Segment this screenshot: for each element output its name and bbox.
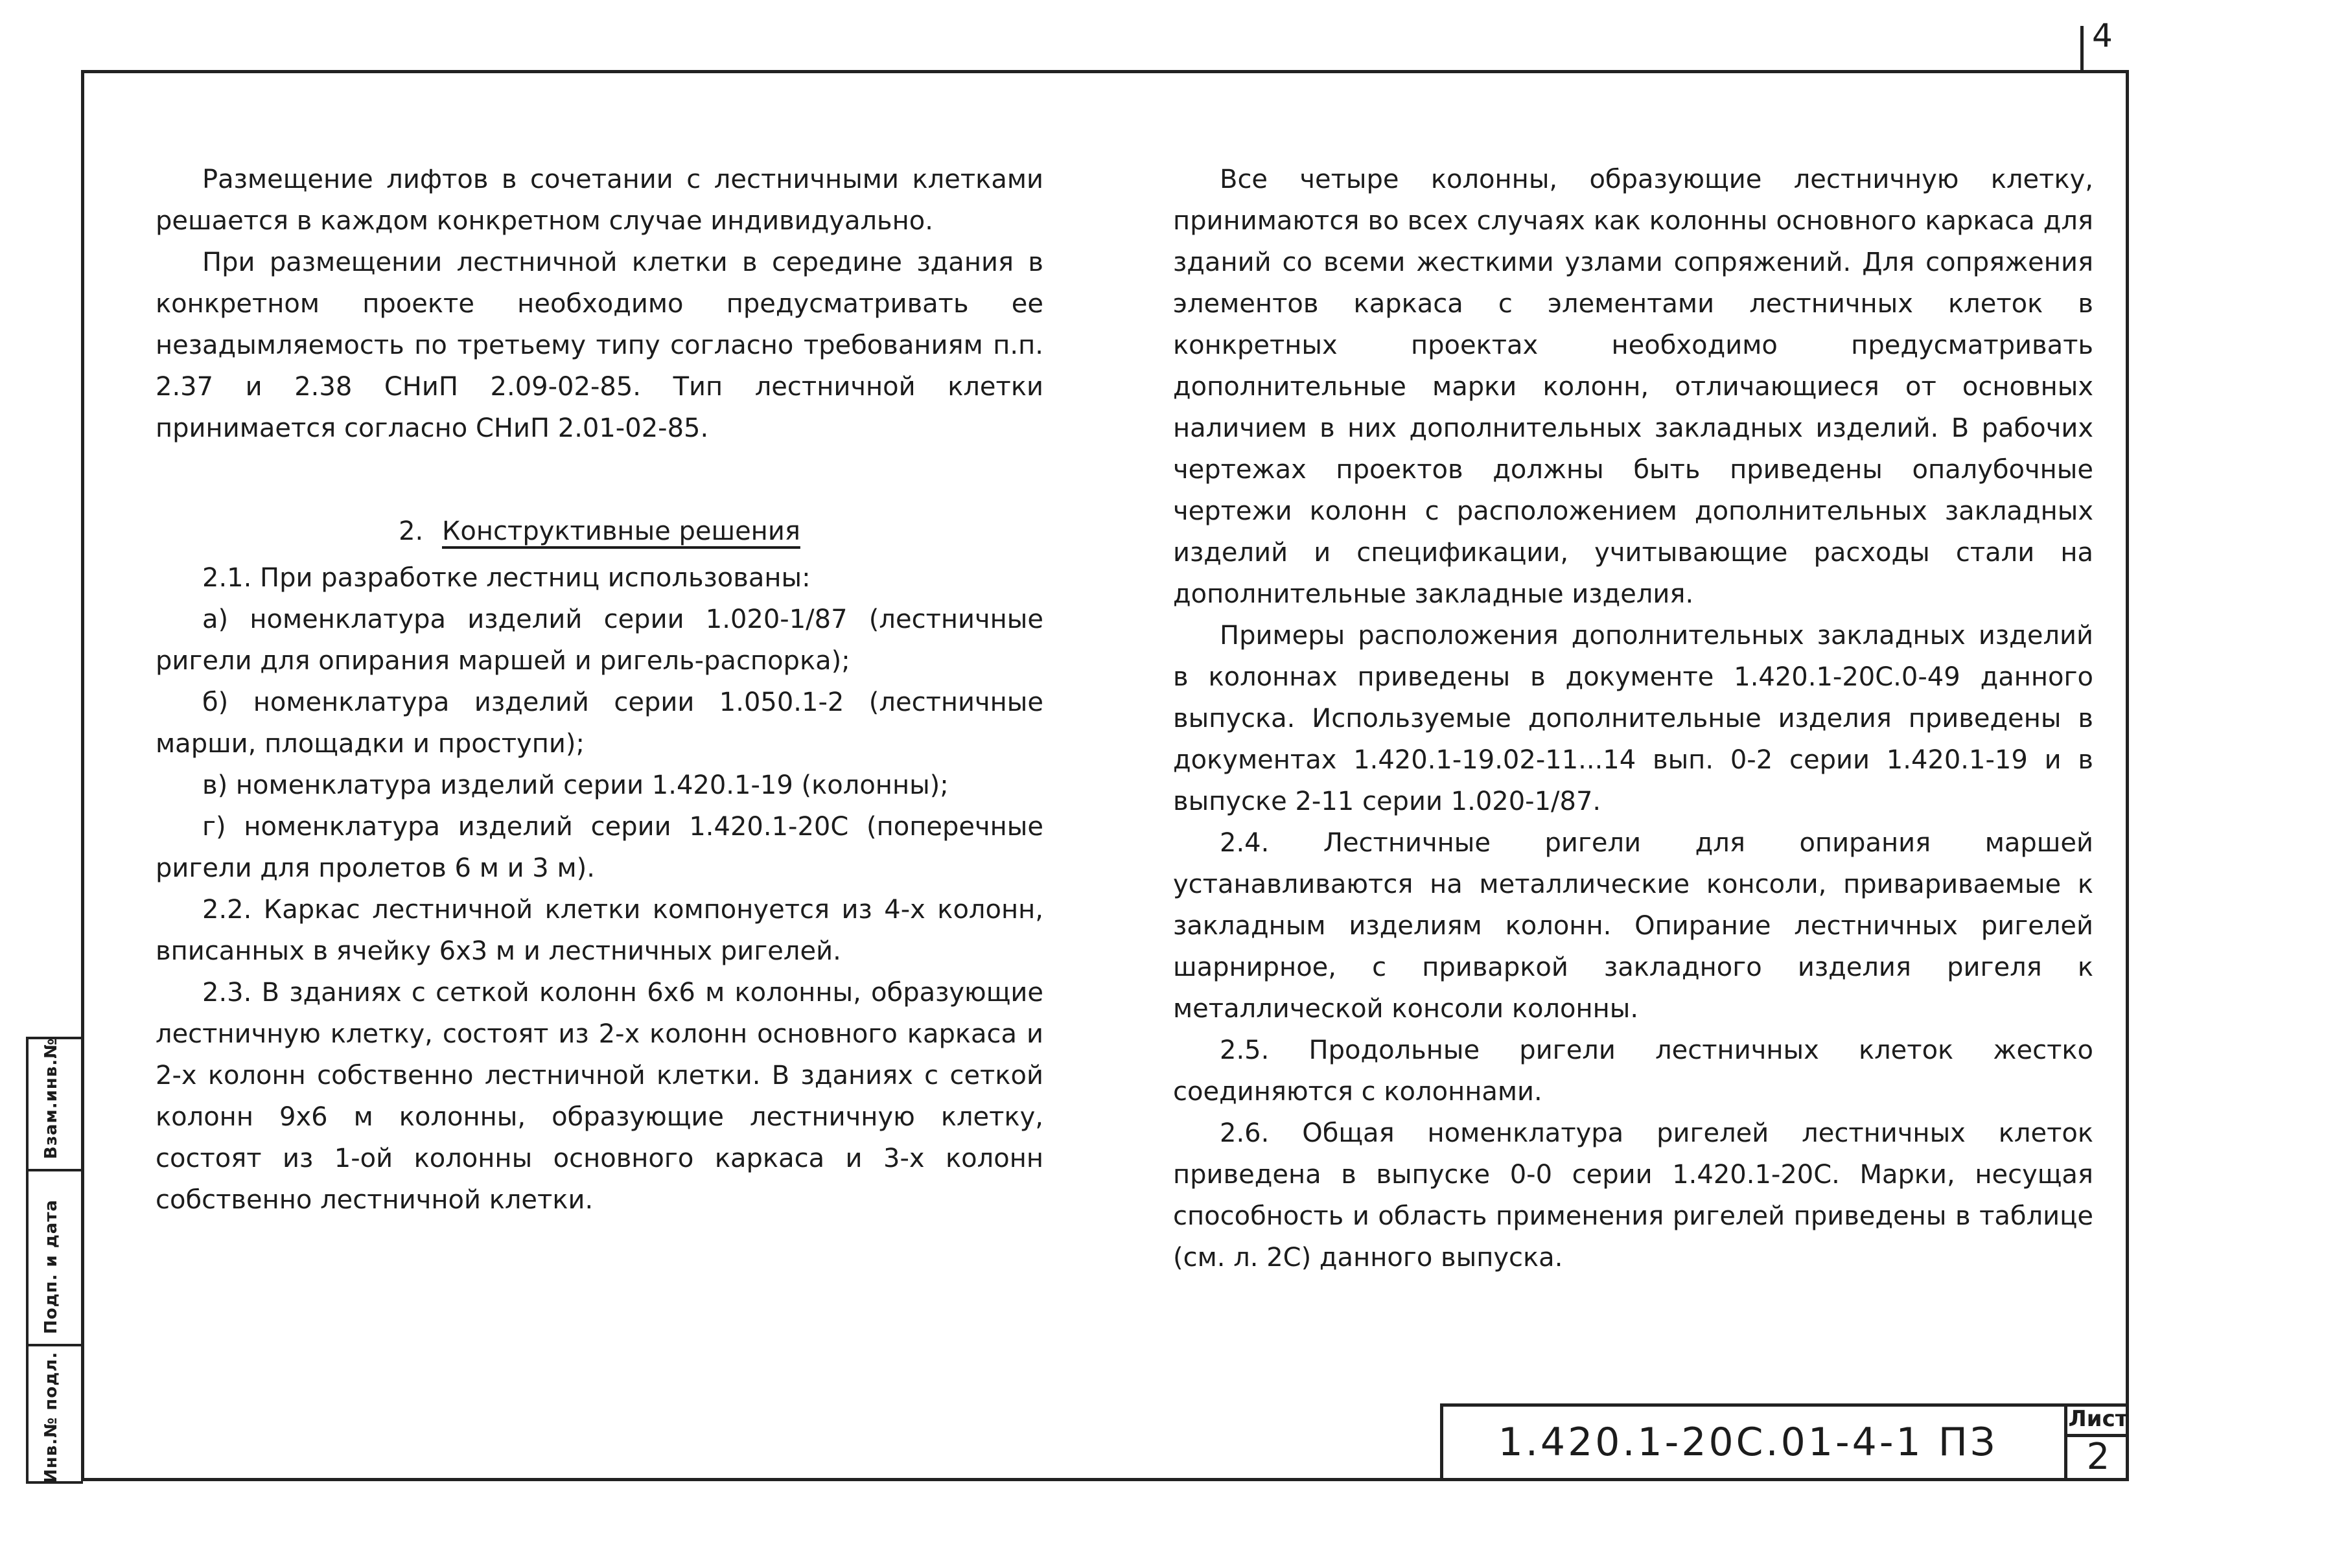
paragraph-elevators: Размещение лифтов в сочетании с лестничными клетками решается в каждом конкретном случае индивидуально. — [156, 165, 1043, 236]
left-text-column — [156, 159, 1043, 1221]
paragraph-columns: Все четыре колонны, образующие лестничную клетку, принимаются во всех случаях как колонны основного каркаса для зданий со всеми жесткими узлами сопряжений. Для сопряжения элементов каркаса с элементами лестничных клеток в конкретных проектах необходимо предусматривать дополнительные марки колонн, отличающиеся от основных наличием в них дополнительных закладных изделий. В рабочих чертежах проектов должны быть приведены опалубочные чертежи колонн с расположением дополнительных закладных изделий и спецификации, учитывающие расходы стали на дополнительные закладные изделия. — [1173, 165, 2093, 609]
stamp-divider — [29, 1344, 83, 1346]
stamp-podp-data: Подп. и дата — [41, 1199, 61, 1334]
paragraph-examples: Примеры расположения дополнительных закладных изделий в колоннах приведены в документе 1.420.1-20С.0-49 данного выпуска. Используемые дополнительные изделия приведены в документах 1.420.1-19.02-11...14 вып. 0-2 серии 1.420.1-19 и в выпуске 2-11 серии 1.020-1/87. — [1173, 621, 2093, 816]
sheet-number: 2 — [2086, 1436, 2110, 1478]
paragraph-2-5: 2.5. Продольные ригели лестничных клеток жестко соединяются с колоннами. — [1173, 1035, 2093, 1107]
paragraph-stair-placement: При размещении лестничной клетки в середине здания в конкретном проекте необходимо предусматривать ее незадымляемость по третьему типу согласно требованиям п.п. 2.37 и 2.38 СНиП 2.09-02-85. Тип лестничной клетки принимается согласно СНиП 2.01-02-85. — [156, 248, 1043, 443]
stamp-inv-podl: Инв.№ подл. — [41, 1351, 61, 1483]
right-text-column — [1173, 159, 2093, 1278]
paragraph-2-4: 2.4. Лестничные ригели для опирания маршей устанавливаются на металлические консоли, привариваемые к закладным изделиям колонн. Опирание лестничных ригелей шарнирное, с приваркой закладного изделия ригеля к металлической консоли колонны. — [1173, 828, 2093, 1024]
section-title: Конструктивные решения — [442, 516, 800, 546]
paragraph-2-2: 2.2. Каркас лестничной клетки компонуется из 4-х колонн, вписанных в ячейку 6х3 м и лестничных ригелей. — [156, 895, 1043, 966]
paragraph-2-1: 2.1. При разработке лестниц использованы: — [202, 563, 811, 593]
list-item-b: б) номенклатура изделий серии 1.050.1-2 (лестничные марши, площадки и проступи); — [156, 687, 1043, 759]
corner-mark: 4 — [2092, 17, 2113, 54]
list-item-g: г) номенклатура изделий серии 1.420.1-20С (поперечные ригели для пролетов 6 м и 3 м). — [156, 812, 1043, 883]
stamp-divider — [29, 1169, 83, 1171]
sheet-label: Лист — [2067, 1403, 2129, 1437]
document-code: 1.420.1-20С.01-4-1 ПЗ — [1498, 1420, 1998, 1465]
paragraph-2-3: 2.3. В зданиях с сеткой колонн 6х6 м колонны, образующие лестничную клетку, состоят из 2-х колонн основного каркаса и 2-х колонн собственно лестничной клетки. В зданиях с сеткой колонн 9х6 м колонны, образующие лестничную клетку, состоят из 1-ой колонны основного каркаса и 3-х колонн собственно лестничной клетки. — [156, 978, 1043, 1215]
list-item-v: в) номенклатура изделий серии 1.420.1-19 (колонны); — [202, 770, 949, 800]
stamp-vzam-inv: Взам.инв.№ — [41, 1037, 61, 1159]
list-item-a: а) номенклатура изделий серии 1.020-1/87 (лестничные ригели для опирания маршей и ригель-распорка); — [156, 605, 1043, 676]
title-block — [1440, 1403, 2129, 1481]
section-number: 2. — [399, 516, 424, 546]
section-heading — [156, 511, 1043, 552]
corner-rule — [2080, 26, 2084, 71]
paragraph-2-6: 2.6. Общая номенклатура ригелей лестничных клеток приведена в выпуске 0-0 серии 1.420.1-20С. Марки, несущая способность и область применения ригелей приведены в таблице (см. л. 2С) данного выпуска. — [1173, 1118, 2093, 1273]
stamp-strip — [26, 1037, 83, 1484]
sheet-cell — [2064, 1403, 2129, 1481]
